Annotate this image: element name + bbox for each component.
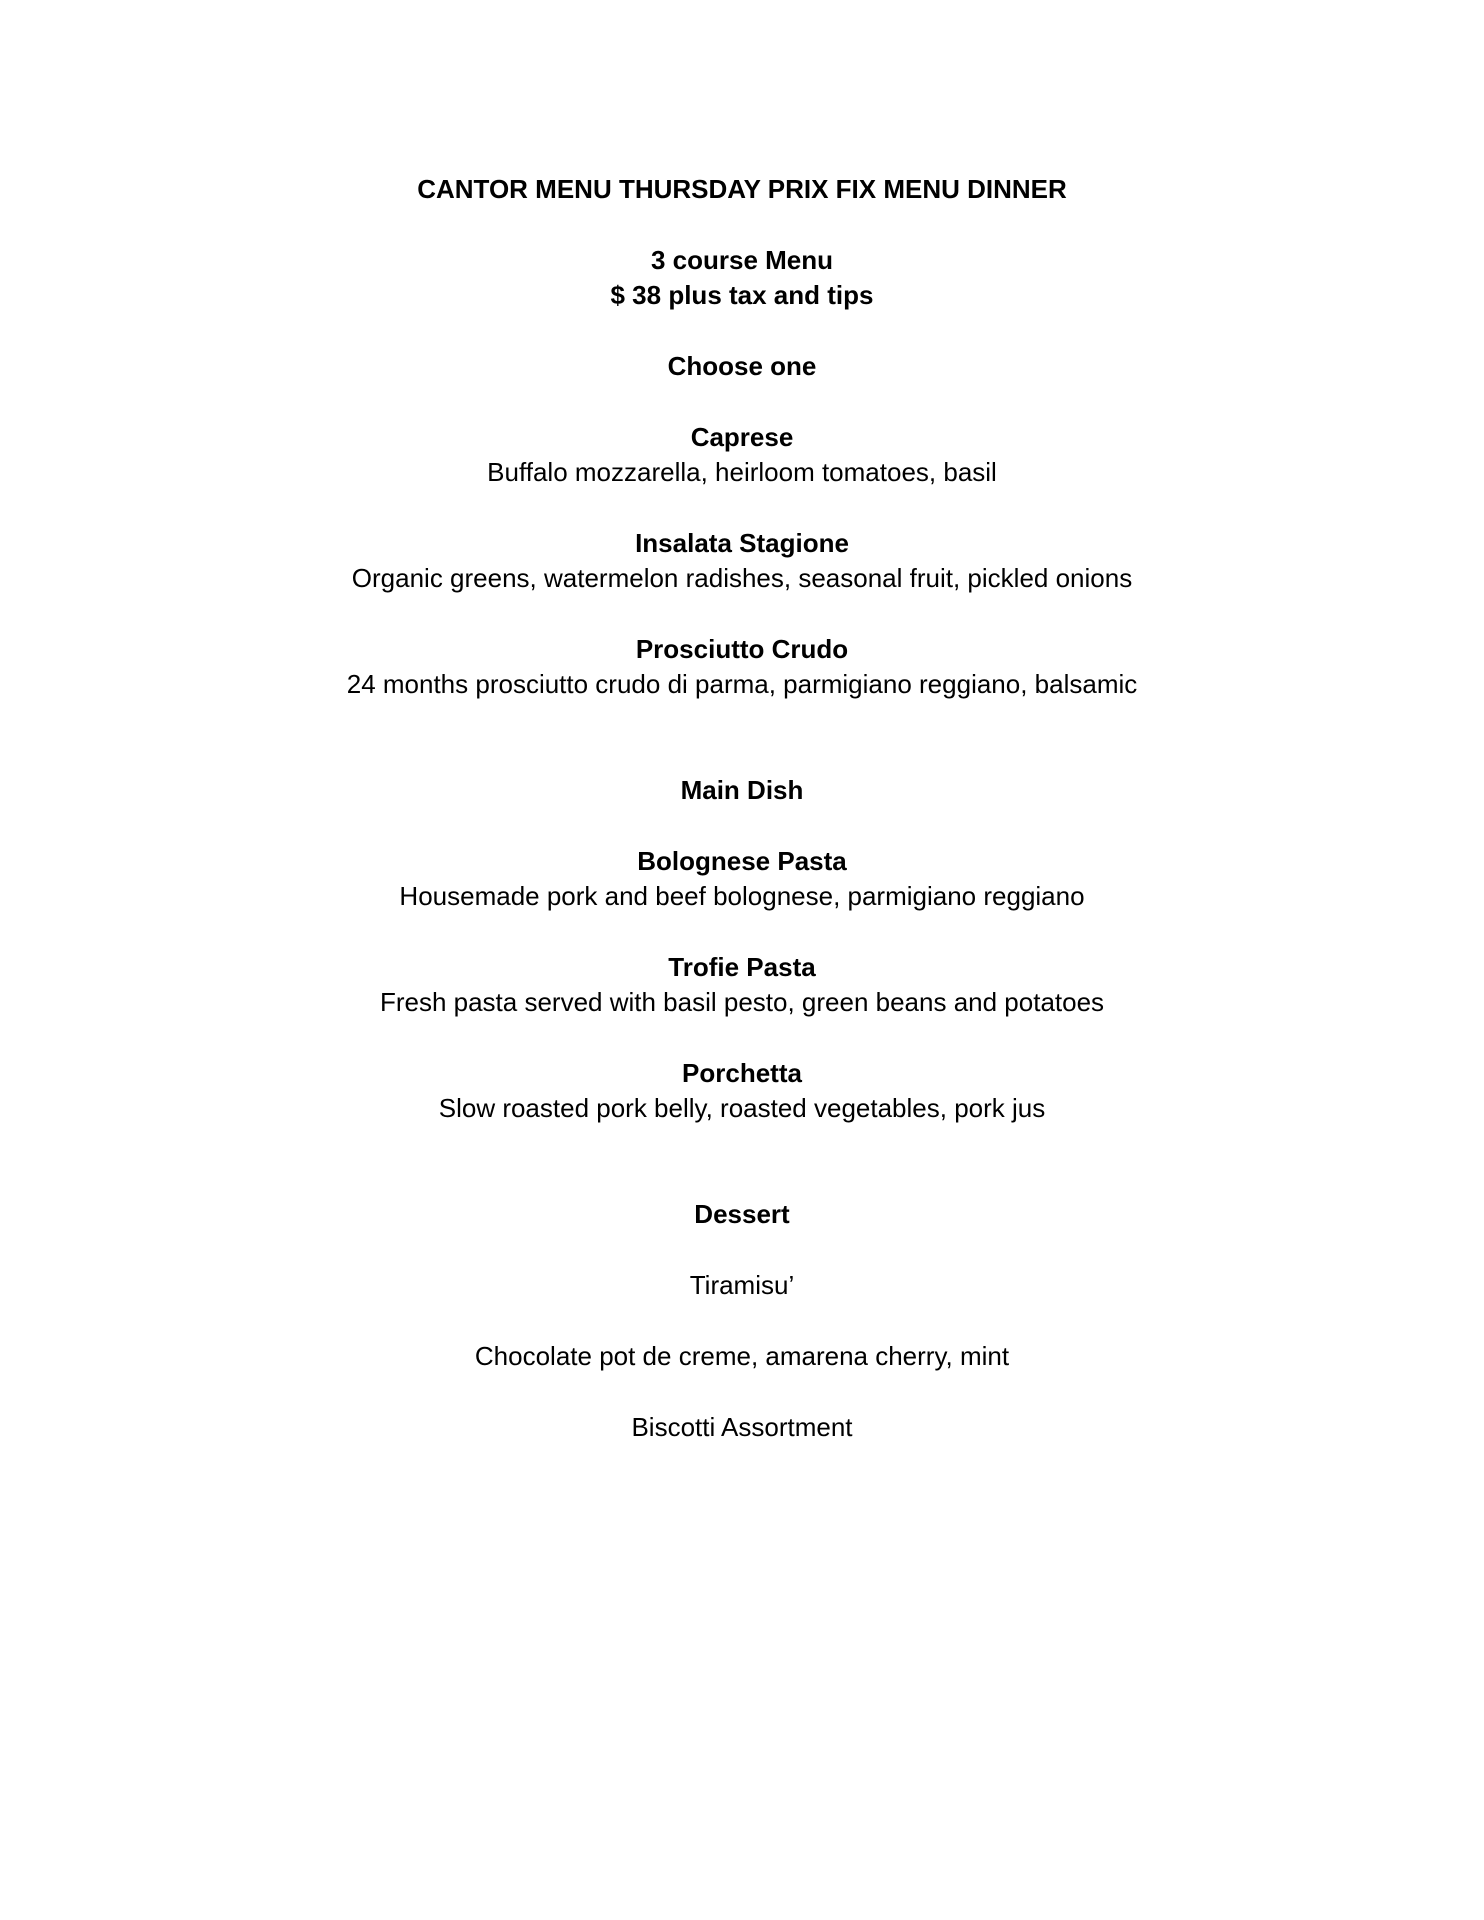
dessert-item: Biscotti Assortment xyxy=(631,1412,853,1442)
dessert-item: Chocolate pot de creme, amarena cherry, mint xyxy=(474,1341,1010,1371)
starter-description: Buffalo mozzarella, heirloom tomatoes, basil xyxy=(487,457,997,487)
starter-description: Organic greens, watermelon radishes, seasonal fruit, pickled onions xyxy=(351,563,1133,593)
starter-name: Insalata Stagione xyxy=(635,528,849,558)
menu-title: CANTOR MENU THURSDAY PRIX FIX MENU DINNER xyxy=(417,174,1067,204)
starter-name: Prosciutto Crudo xyxy=(635,634,849,664)
main-description: Fresh pasta served with basil pesto, green beans and potatoes xyxy=(379,987,1105,1017)
main-name: Bolognese Pasta xyxy=(637,846,847,876)
desserts-heading: Dessert xyxy=(694,1199,790,1229)
main-name: Trofie Pasta xyxy=(668,952,816,982)
main-description: Slow roasted pork belly, roasted vegetables, pork jus xyxy=(438,1093,1046,1123)
starter-name: Caprese xyxy=(690,422,794,452)
starters-heading: Choose one xyxy=(667,351,817,381)
mains-heading: Main Dish xyxy=(680,775,804,805)
starter-description: 24 months prosciutto crudo di parma, parmigiano reggiano, balsamic xyxy=(346,669,1138,699)
dessert-item: Tiramisu’ xyxy=(689,1270,795,1300)
price-line: $ 38 plus tax and tips xyxy=(610,280,874,310)
main-name: Porchetta xyxy=(682,1058,802,1088)
course-count: 3 course Menu xyxy=(650,245,834,275)
main-description: Housemade pork and beef bolognese, parmigiano reggiano xyxy=(399,881,1085,911)
